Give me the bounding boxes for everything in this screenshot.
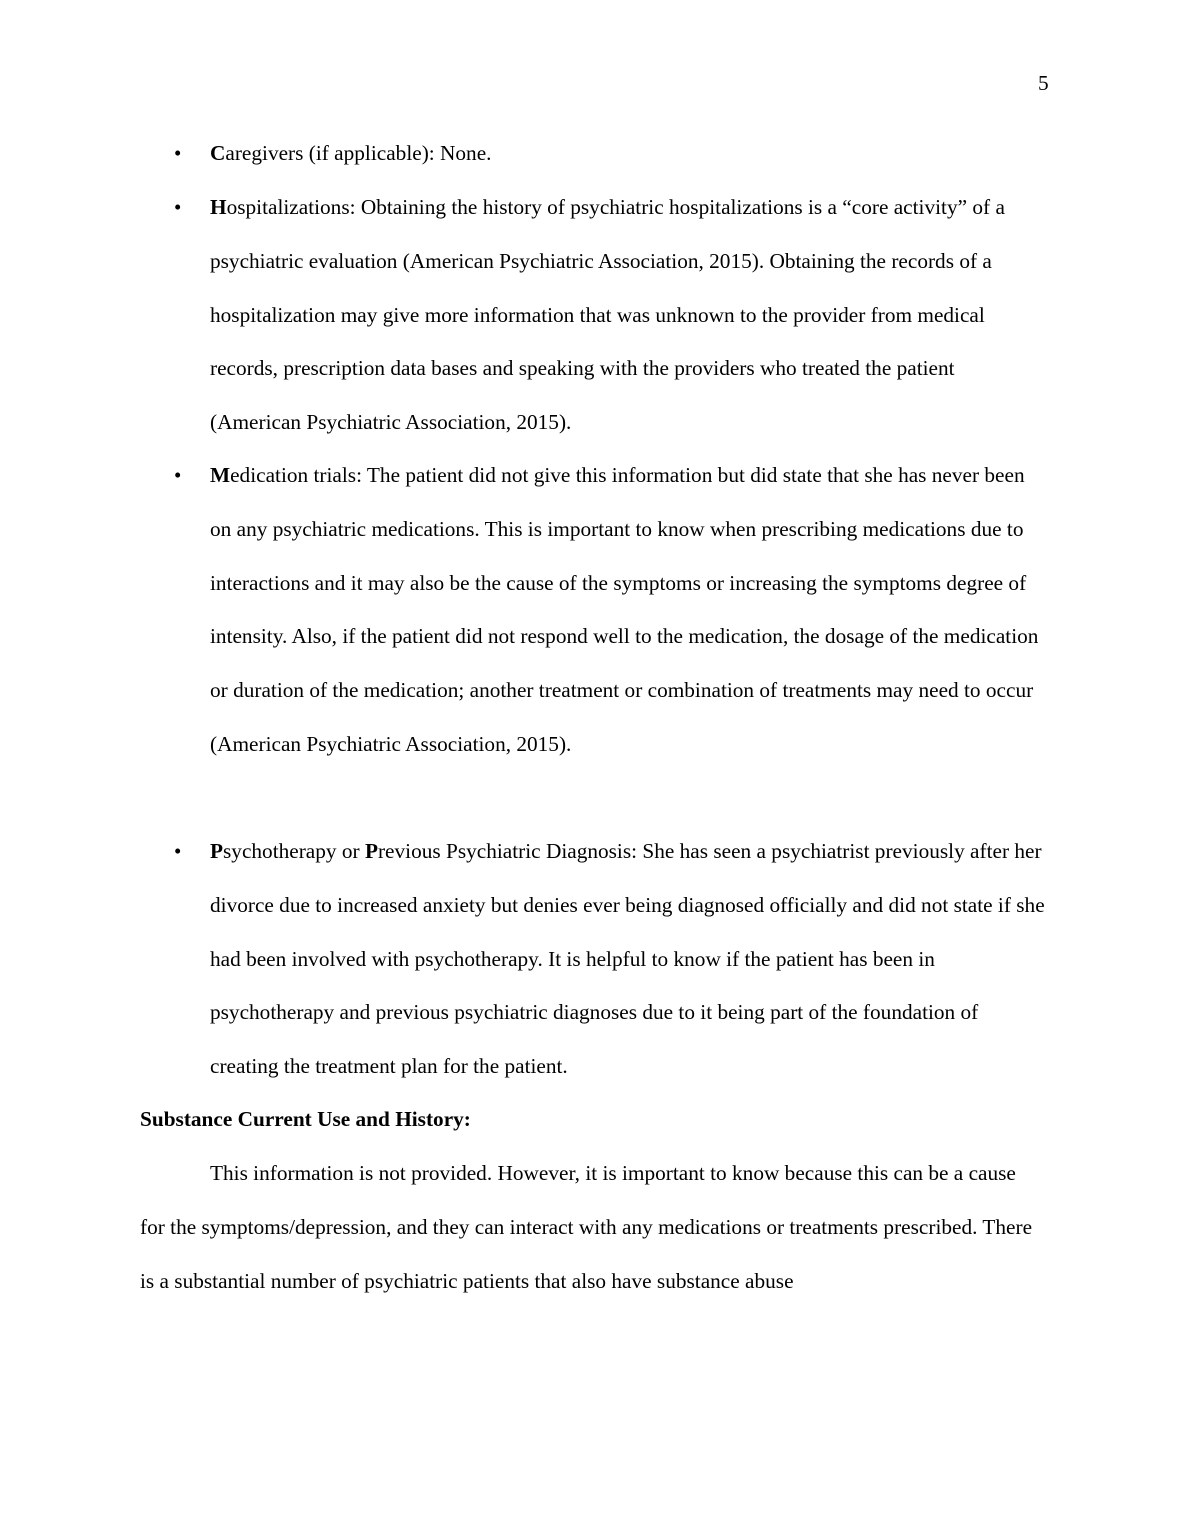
section-heading: Substance Current Use and History: <box>140 1107 471 1131</box>
bullet-icon: • <box>174 839 182 863</box>
bullet-initial-secondary: P <box>364 839 378 863</box>
list-item-caregivers <box>174 127 1050 181</box>
bullet-initial: H <box>210 195 227 219</box>
bullet-initial: C <box>210 141 226 165</box>
page-number: 5 <box>1038 71 1049 95</box>
section-paragraph: This information is not provided. However, it is important to know because this can be a cause for the symptoms/depression, and they can interact with any medications or treatments prescribed. There is a substantial number of psychiatric patients that also have substance abuse <box>140 1161 1033 1293</box>
bullet-icon: • <box>174 195 182 219</box>
list-item-hospitalizations <box>174 181 1050 450</box>
bullet-text-mid: sychotherapy or <box>223 839 365 863</box>
list-item-medication-trials <box>174 449 1050 772</box>
bullet-text: revious Psychiatric Diagnosis: She has seen a psychiatrist previously after her divorce due to increased anxiety but denies ever being diagnosed officially and did not state if she had been involved with psychotherapy. It is helpful to know if the patient has been in psychotherapy and previous psychiatric diagnoses due to it being part of the foundation of creating the treatment plan for the patient. <box>210 839 1045 1078</box>
list-item-psychotherapy <box>174 825 1050 1094</box>
bullet-text: edication trials: The patient did not give this information but did state that she has never been on any psychiatric medications. This is important to know when prescribing medications due to interactions and it may also be the cause of the symptoms or increasing the symptoms degree of intensity. Also, if the patient did not respond well to the medication, the dosage of the medication or duration of the medication; another treatment or combination of treatments may need to occur (American Psychiatric Association, 2015). <box>210 463 1039 756</box>
bullet-text: ospitalizations: Obtaining the history of psychiatric hospitalizations is a “core activity” of a psychiatric evaluation (American Psychiatric Association, 2015). Obtaining the records of a hospitalization may give more information that was unknown to the provider from medical records, prescription data bases and speaking with the providers who treated the patient (American Psychiatric Association, 2015). <box>210 195 1005 434</box>
bullet-icon: • <box>174 463 182 487</box>
bullet-text: aregivers (if applicable): None. <box>225 141 492 165</box>
bullet-initial: M <box>210 463 231 487</box>
bullet-initial: P <box>210 839 224 863</box>
bullet-icon: • <box>174 141 182 165</box>
